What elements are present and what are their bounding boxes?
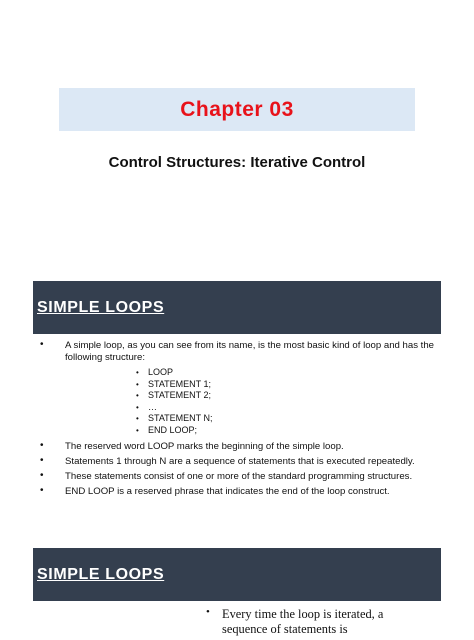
bullet-text: A simple loop, as you can see from its name, is the most basic kind of loop and has the following structure: [65, 340, 435, 363]
chapter-title: Chapter 03 [180, 97, 294, 121]
bullet-icon: • [40, 439, 44, 451]
bullet-text: The reserved word LOOP marks the beginning of the simple loop. [65, 440, 344, 452]
bullet-text: END LOOP is a reserved phrase that indicates the end of the loop construct. [65, 485, 390, 497]
title-band [59, 88, 415, 131]
list-item [40, 486, 440, 498]
list-item [40, 340, 440, 364]
list-item [206, 607, 426, 637]
structure-item: • END LOOP; [136, 425, 440, 437]
section-heading: SIMPLE LOOPS [37, 565, 165, 583]
bullet-text: These statements consist of one or more of the standard programming structures. [65, 470, 413, 482]
structure-item: • … [136, 402, 440, 414]
list-item [40, 471, 440, 483]
bullet-icon: • [206, 606, 210, 618]
section-header-simple-loops-2 [33, 548, 441, 601]
section-header-simple-loops [33, 281, 441, 334]
slide-content-2 [206, 607, 426, 640]
bullet-text: Statements 1 through N are a sequence of statements that is executed repeatedly. [65, 455, 415, 467]
structure-item: • LOOP [136, 367, 440, 379]
slide-content [40, 340, 440, 501]
chapter-subtitle: Control Structures: Iterative Control [108, 154, 366, 171]
structure-item: • STATEMENT N; [136, 413, 440, 425]
bullet-text: Every time the loop is iterated, a sequence of statements is [222, 607, 384, 636]
bullet-icon: • [40, 454, 44, 466]
bullet-icon: • [40, 469, 44, 481]
bullet-icon: • [40, 484, 44, 496]
section-heading: SIMPLE LOOPS [37, 298, 165, 316]
structure-item: • STATEMENT 2; [136, 390, 440, 402]
loop-structure-list [136, 367, 440, 437]
list-item [40, 441, 440, 453]
bullet-icon: • [40, 339, 44, 350]
structure-item: • STATEMENT 1; [136, 379, 440, 391]
list-item [40, 456, 440, 468]
